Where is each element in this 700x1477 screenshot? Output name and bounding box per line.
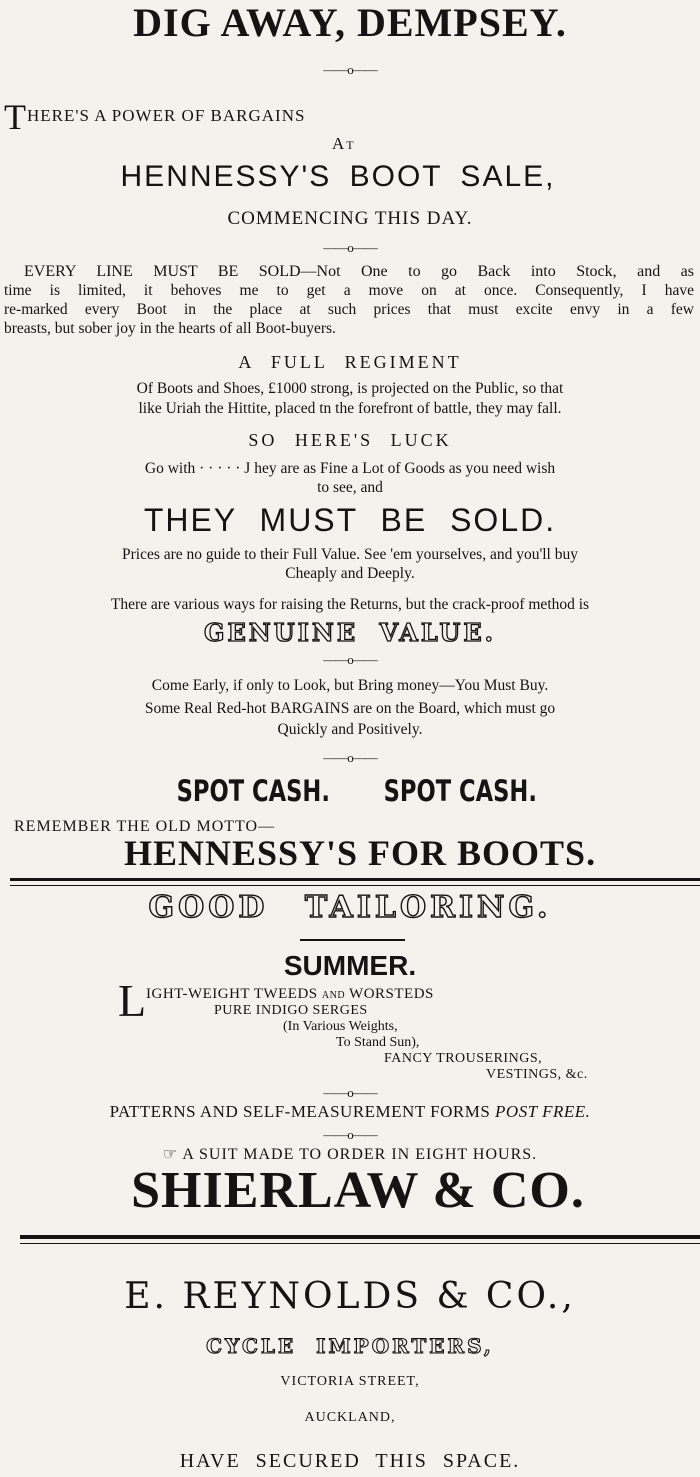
spot-cash-1	[148, 774, 358, 808]
sale-title: HENNESSY'S BOOT SALE,	[120, 160, 556, 193]
space-notice: HAVE SECURED THIS SPACE.	[179, 1450, 521, 1472]
separator: ——o——	[323, 62, 377, 77]
prices-line-2: Cheaply and Deeply.	[285, 565, 415, 582]
paragraph-every-line	[4, 262, 694, 338]
spot-cash-2	[355, 774, 565, 808]
luck-heading: SO HERE'S LUCK	[248, 430, 452, 450]
luck-line-1: Go with · · · · · J hey are as Fine a Lot of Goods as you need wish	[144, 460, 556, 477]
post-free: POST FREE.	[495, 1102, 591, 1121]
tweeds-dropcap: L	[118, 975, 147, 1026]
motto: HENNESSY'S FOR BOOTS.	[123, 833, 597, 873]
weights-line: (In Various Weights,	[283, 1019, 398, 1034]
vestings-line: VESTINGS, &c.	[486, 1067, 588, 1082]
luck-line-2: to see, and	[317, 479, 383, 496]
remember-line: REMEMBER THE OLD MOTTO—	[14, 818, 276, 835]
separator: ——o——	[323, 1085, 377, 1100]
worsteds-text: WORSTEDS	[349, 986, 434, 1002]
intro-text: HERE'S A POWER OF BARGAINS	[27, 106, 306, 125]
city-line: AUCKLAND,	[304, 1410, 396, 1425]
shierlaw-name: SHIERLAW & CO.	[131, 1162, 585, 1219]
intro-dropcap: T	[4, 97, 27, 137]
headline: DIG AWAY, DEMPSEY.	[133, 0, 567, 45]
divider	[20, 1243, 700, 1244]
tweeds-line	[146, 986, 434, 1003]
at-label: At	[332, 134, 356, 153]
separator: ——o——	[323, 750, 377, 765]
tweeds-text: IGHT-WEIGHT TWEEDS	[146, 986, 318, 1002]
street-line: VICTORIA STREET,	[280, 1374, 420, 1389]
must-be-sold: THEY MUST BE SOLD.	[143, 502, 557, 538]
genuine-value: GENUINE VALUE.	[204, 618, 496, 647]
pointing-hand-icon: ☞	[162, 1144, 179, 1163]
short-rule	[300, 939, 405, 941]
season-heading: SUMMER.	[283, 950, 417, 981]
suit-text: A SUIT MADE TO ORDER IN EIGHT HOURS.	[182, 1146, 538, 1163]
tailoring-heading: GOOD TAILORING.	[148, 890, 552, 925]
separator: ——o——	[323, 652, 377, 667]
divider	[20, 1235, 700, 1239]
separator: ——o——	[323, 1127, 377, 1142]
serges-line: PURE INDIGO SERGES	[214, 1003, 368, 1018]
para-line: EVERY LINE MUST BE SOLD—Not One to go Back into Stock, and as	[24, 263, 694, 280]
stand-sun-line: To Stand Sun),	[336, 1035, 420, 1050]
commencing-line: COMMENCING THIS DAY.	[227, 208, 473, 229]
trouserings-line: FANCY TROUSERINGS,	[384, 1051, 543, 1066]
spot-cash-1-text: SPOT CASH.	[176, 774, 330, 808]
para-line: re-marked every Boot in the place at such prices that must excite envy in a few	[4, 301, 694, 318]
divider	[10, 878, 700, 881]
para-line: breasts, but sober joy in the hearts of all Boot-buyers.	[4, 320, 336, 337]
intro-line	[4, 96, 305, 138]
divider	[10, 885, 700, 886]
come-early-line-3: Quickly and Positively.	[277, 721, 423, 738]
come-early-line-1: Come Early, if only to Look, but Bring money—You Must Buy.	[151, 677, 549, 694]
para-line: time is limited, it behoves me to get a move on at once. Consequently, I have	[4, 282, 694, 299]
regiment-line-1: Of Boots and Shoes, £1000 strong, is projected on the Public, so that	[136, 380, 564, 397]
regiment-heading: A FULL REGIMENT	[238, 352, 462, 372]
patterns-text: PATTERNS AND SELF-MEASUREMENT FORMS	[109, 1102, 491, 1121]
spot-cash-2-text: SPOT CASH.	[383, 774, 537, 808]
reynolds-name: E. REYNOLDS & CO.,	[124, 1276, 576, 1317]
cycle-importers: CYCLE IMPORTERS,	[206, 1334, 494, 1358]
come-early-line-2: Some Real Red-hot BARGAINS are on the Board, which must go	[144, 700, 556, 717]
and-small: AND	[321, 990, 346, 1001]
separator: ——o——	[323, 240, 377, 255]
various-line: There are various ways for raising the Returns, but the crack-proof method is	[110, 596, 590, 613]
prices-line-1: Prices are no guide to their Full Value. See 'em yourselves, and you'll buy	[121, 546, 578, 563]
regiment-line-2: like Uriah the Hittite, placed tn the forefront of battle, they may fall.	[138, 400, 562, 417]
patterns-line	[0, 1102, 700, 1122]
